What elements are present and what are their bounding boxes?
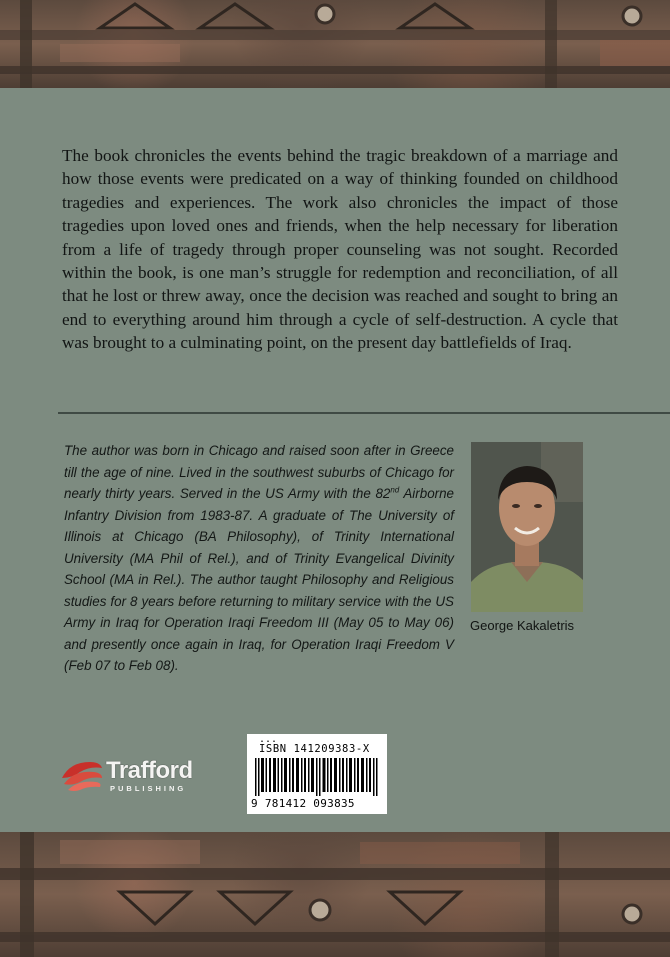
back-cover-panel [0, 88, 670, 832]
barcode-bars-image [255, 758, 381, 796]
isbn-barcode [247, 734, 387, 814]
section-divider [58, 412, 670, 414]
barcode-dots: ... [259, 734, 278, 745]
publisher-name: Trafford [106, 757, 193, 784]
author-portrait-image [471, 442, 583, 612]
ornament-pattern-bottom [0, 832, 670, 957]
barcode-digits: 9 781412 093835 [251, 797, 355, 810]
author-bio-ordinal: nd [390, 485, 400, 495]
author-bio [64, 440, 454, 677]
decorative-border-top [0, 0, 670, 88]
author-bio-part2: Airborne Infantry Division from 1983-87. A graduate of The University of Illinois at Chicago (BA Philosophy), of Trinity International University (MA Phil of Rel.), and of Trinity Evangelical Divinity School (MA in Rel.). The author taught Philosophy and Religious studies for 8 years before returning to military service with the US Army in Iraq for Operation Iraqi Freedom III (May 05 to May 06) and presently once again in Iraq, for Operation Iraqi Freedom V (Feb 07 to Feb 08). [64, 486, 454, 673]
author-bio-part1: The author was born in Chicago and raised soon after in Greece till the age of nine. Lived in the southwest suburbs of Chicago for nearly thirty years. Served in the US Army with the 82 [64, 443, 454, 501]
trafford-swoosh-icon [60, 756, 104, 796]
author-photo-caption: George Kakaletris [470, 618, 575, 633]
publisher-logo [60, 756, 220, 800]
decorative-border-bottom [0, 832, 670, 957]
publisher-subtitle: PUBLISHING [110, 784, 187, 793]
book-synopsis: The book chronicles the events behind the tragic breakdown of a marriage and how those events were predicated on a way of thinking founded on childhood tragedies and experiences. The work also chronicles the impact of those tragedies upon loved ones and friends, when the help necessary for liberation from a life of tragedy through proper counseling was not sought. Recorded within the book, is one man’s struggle for redemption and reconciliation, of all that he lost or threw away, once the decision was reached and sought to bring an end to everything around him through a cycle of self-destruction. A cycle that was brought to a culminating point, on the present day battlefields of Iraq. [62, 146, 618, 353]
author-photo [471, 442, 583, 612]
isbn-number: ISBN 141209383-X [259, 743, 370, 755]
ornament-pattern-top [0, 0, 670, 88]
